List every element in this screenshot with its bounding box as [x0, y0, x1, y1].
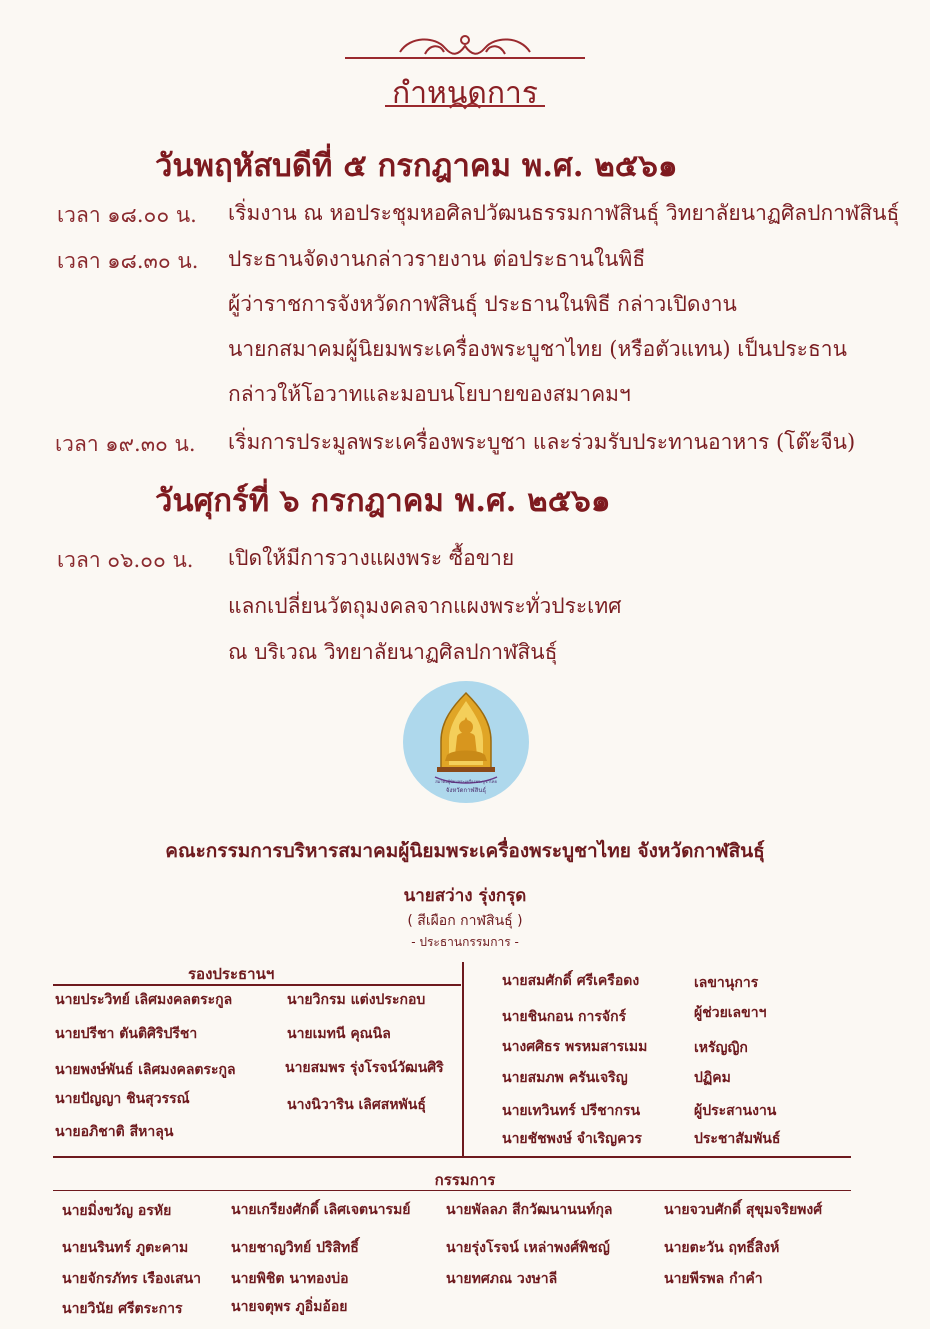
- member-name: นายตะวัน ฤทธิ์สิงห์: [664, 1240, 780, 1256]
- day1-title: วันพฤหัสบดีที่ ๕ กรกฎาคม พ.ศ. ๒๕๖๑: [155, 148, 678, 184]
- member-name: นายเกรียงศักดิ์ เลิศเจตนารมย์: [231, 1202, 411, 1218]
- members-heading: กรรมการ: [434, 1171, 496, 1189]
- day2-line-1b: แลกเปลี่ยนวัตถุมงคลจากแผงพระทั่วประเทศ: [228, 594, 622, 618]
- vice-name: นายปัญญา ชินสุวรรณ์: [55, 1091, 190, 1107]
- day1-line-2d: กล่าวให้โอวาทและมอบนโยบายของสมาคมฯ: [228, 382, 631, 406]
- schedule-title: กำหนดการ: [392, 76, 538, 111]
- member-name: นายจวบศักดิ์ สุขุมจริยพงศ์: [664, 1202, 823, 1218]
- vice-name: นายปรีชา ตันติศิริปรีชา: [55, 1026, 198, 1042]
- day2-title: วันศุกร์ที่ ๖ กรกฎาคม พ.ศ. ๒๕๖๑: [155, 483, 611, 519]
- member-name: นายพัลลภ สีกวัฒนานนท์กุล: [446, 1202, 613, 1218]
- logo-caption: สมาคมผู้นิยมพระเครื่องพระบูชาไทย: [435, 779, 497, 784]
- officer-name: นางศศิธร พรหมสารเมม: [502, 1039, 648, 1055]
- officer-role: ผู้ช่วยเลขาฯ: [694, 1005, 767, 1021]
- association-logo: [403, 681, 529, 803]
- day2-time-1: เวลา ๐๖.๐๐ น.: [57, 548, 194, 572]
- vice-name: นายสมพร รุ่งโรจน์วัฒนศิริ: [285, 1060, 444, 1076]
- officer-role: ปฏิคม: [694, 1070, 731, 1086]
- day1-line-2a: ประธานจัดงานกล่าวรายงาน ต่อประธานในพิธี: [228, 247, 646, 271]
- officer-name: นายชินกอน การจักร์: [502, 1009, 627, 1025]
- vice-name: นายอภิชาติ สีหาลุน: [55, 1124, 174, 1140]
- member-name: นายพีรพล กำคำ: [664, 1271, 763, 1287]
- officer-role: เลขานุการ: [694, 975, 759, 991]
- officer-role: ประชาสัมพันธ์: [694, 1131, 781, 1147]
- day1-line-1: เริ่มงาน ณ หอประชุมหอศิลปวัฒนธรรมกาฬสินธุ์ วิทยาลัยนาฏศิลปกาฬสินธุ์: [228, 201, 900, 225]
- day1-time-1: เวลา ๑๘.๐๐ น.: [57, 203, 197, 227]
- schedule-heading: [340, 26, 590, 116]
- vice-name: นางนิวาริน เลิศสหพันธุ์: [287, 1097, 426, 1113]
- day1-line-2b: ผู้ว่าราชการจังหวัดกาฬสินธุ์ ประธานในพิธี กล่าวเปิดงาน: [228, 292, 737, 316]
- officer-name: นายชัชพงษ์ จำเริญควร: [502, 1131, 642, 1147]
- member-name: นายรุ่งโรจน์ เหล่าพงศ์พิชญ์: [446, 1240, 610, 1256]
- vice-name: นายประวิทย์ เลิศมงคลตระกูล: [55, 992, 233, 1008]
- member-name: นายทศภณ วงษาลี: [446, 1271, 558, 1287]
- vice-heading: รองประธานฯ: [188, 965, 275, 983]
- day1-line-2c: นายกสมาคมผู้นิยมพระเครื่องพระบูชาไทย (หรือตัวแทน) เป็นประธาน: [228, 337, 847, 361]
- day1-time-2: เวลา ๑๘.๓๐ น.: [57, 249, 199, 273]
- member-name: นายมิ่งขวัญ อรหัย: [62, 1203, 172, 1219]
- vice-name: นายเมทนี คุณนิล: [287, 1026, 391, 1042]
- vice-divider: [53, 984, 461, 986]
- day1-line-3: เริ่มการประมูลพระเครื่องพระบูชา และร่วมรับประทานอาหาร (โต๊ะจีน): [228, 430, 856, 454]
- members-divider: [53, 1156, 851, 1158]
- logo-subcaption: จังหวัดกาฬสินธุ์: [445, 787, 487, 794]
- officer-role: ผู้ประสานงาน: [694, 1103, 777, 1119]
- member-name: นายจักรภัทร เรืองเสนา: [62, 1271, 201, 1287]
- vice-name: นายพงษ์พันธ์ เลิศมงคลตระกูล: [55, 1062, 236, 1078]
- president-name: นายสว่าง รุ่งกรุด: [403, 886, 527, 906]
- member-name: นายนรินทร์ ภูตะคาม: [62, 1240, 189, 1256]
- member-name: นายชาญวิทย์ ปริสิทธิ์: [231, 1240, 359, 1256]
- vice-name: นายวิกรม แต่งประกอบ: [287, 992, 426, 1008]
- officer-name: นายสมภพ ครันเจริญ: [502, 1070, 628, 1086]
- officer-name: นายเทวินทร์ ปรีชากรน: [502, 1103, 641, 1119]
- day1-time-3: เวลา ๑๙.๓๐ น.: [55, 432, 196, 456]
- column-divider: [462, 962, 464, 1158]
- member-name: นายพิชิต นาทองบ่อ: [231, 1271, 349, 1287]
- members-underline: [53, 1190, 851, 1191]
- member-name: นายวินัย ศรีตระการ: [62, 1301, 183, 1317]
- committee-title: คณะกรรมการบริหารสมาคมผู้นิยมพระเครื่องพระบูชาไทย จังหวัดกาฬสินธุ์: [165, 840, 765, 862]
- member-name: นายจตุพร ภูอิ่มอ้อย: [231, 1299, 348, 1315]
- officer-role: เหรัญญิก: [694, 1040, 748, 1056]
- president-role: - ประธานกรรมการ -: [411, 935, 519, 949]
- officer-name: นายสมศักดิ์ ศรีเครือดง: [502, 973, 640, 989]
- day2-line-1c: ณ บริเวณ วิทยาลัยนาฏศิลปกาฬสินธุ์: [228, 640, 558, 664]
- president-nickname: ( สีเผือก กาฬสินธุ์ ): [407, 913, 523, 929]
- day2-line-1a: เปิดให้มีการวางแผงพระ ซื้อขาย: [228, 546, 515, 570]
